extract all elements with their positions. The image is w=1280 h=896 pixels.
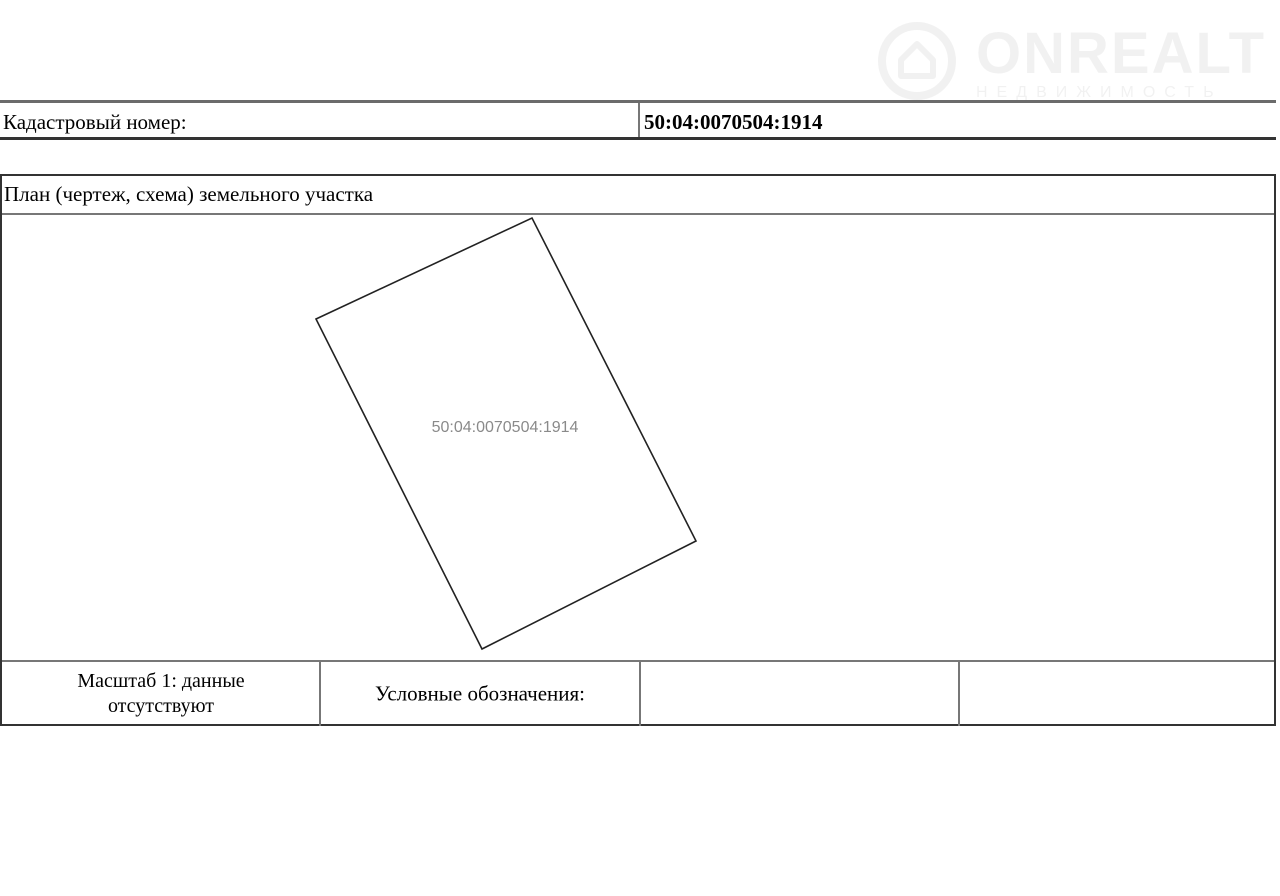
house-logo-icon [878, 22, 956, 100]
onrealt-watermark [872, 21, 1267, 112]
scale-text [2, 669, 320, 719]
legend-empty-cell [960, 662, 1274, 726]
cadastral-number-value: 50:04:0070504:1914 [644, 110, 823, 134]
watermark-brand: ONREALT [976, 21, 1267, 86]
legend-cell [321, 662, 639, 726]
parcel-cadastral-label: 50:04:0070504:1914 [431, 419, 579, 436]
column-divider [638, 103, 640, 137]
cadastral-number-label: Кадастровый номер: [3, 110, 187, 134]
cadastral-number-row [0, 100, 1276, 140]
scale-text-line1: Масштаб 1: данные [77, 670, 245, 692]
plan-title: План (чертеж, схема) земельного участка [4, 182, 374, 206]
scale-text-line2: отсутствуют [107, 695, 215, 717]
legend-label: Условные обозначения: [374, 681, 586, 706]
plan-drawing [2, 176, 1274, 660]
land-plot-plan-table [0, 174, 1276, 726]
plan-footer-row [2, 660, 1274, 726]
watermark-tagline: НЕДВИЖИМОСТЬ [976, 84, 1223, 101]
legend-empty-cell [641, 662, 958, 726]
scale-cell [2, 662, 320, 726]
